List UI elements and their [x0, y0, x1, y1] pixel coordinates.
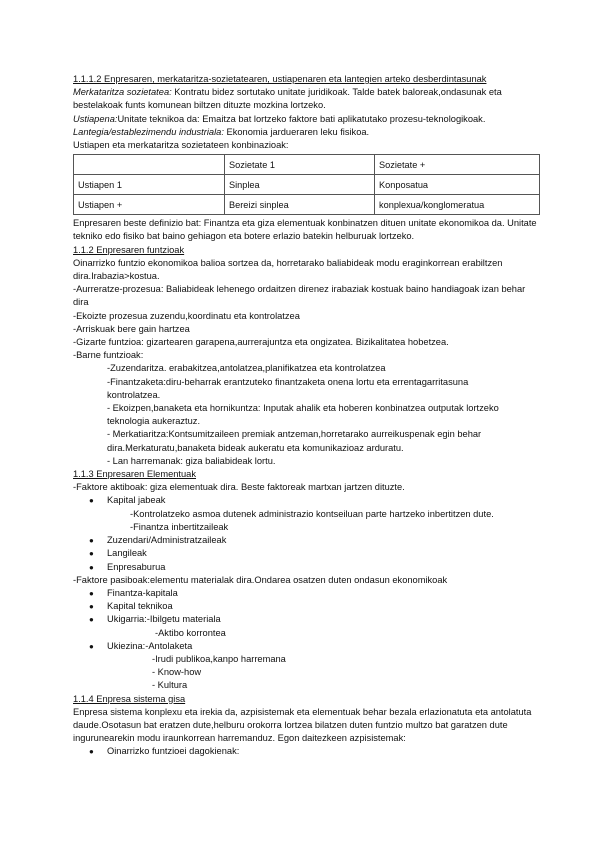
table-header-cell: Sozietate +: [375, 155, 540, 175]
sub-list-item: - Lan harremanak: giza baliabideak lortu.: [107, 455, 276, 466]
bullet-icon: ●: [89, 747, 94, 757]
list-item: -Aurreratze-prozesua: Baliabideak lehenego ordaitzen direnez irabaziak kostuak baino handiagoak izan behar dira: [73, 284, 526, 308]
bullet-item: [73, 561, 553, 574]
sub-item: - Know-how: [152, 667, 202, 678]
bullet-text: Ukigarria:-Ibilgetu materiala: [107, 614, 221, 625]
sub-list-item: -Zuzendaritza. erabakitzea,antolatzea,planifikatzea eta kontrolatzea: [107, 363, 386, 374]
list-item: -Barne funtzioak:: [73, 350, 144, 361]
definition-term: Merkataritza sozietatea:: [73, 87, 172, 98]
table-cell: Bereizi sinplea: [225, 195, 375, 215]
bullet-item: [73, 613, 553, 626]
definition-merkataritza-sozietatea: [73, 86, 543, 112]
bullet-item: [73, 745, 553, 758]
bullet-text: Oinarrizko funtzioei dagokienak:: [107, 746, 240, 757]
bullet-text: Ukiezina:-Antolaketa: [107, 640, 193, 651]
sub-list-item: -Finantzaketa:diru-beharrak erantzuteko finantzaketa onena lortu eta errentagarritasuna kontrolatzea.: [107, 376, 469, 400]
paragraph-funtzioak-intro: Oinarrizko funtzio ekonomikoa balioa sortzea da, horretarako baliabideak modu eraginkorrean erabiltzen dira.Irabazia>kostua.: [73, 257, 503, 282]
section-heading-1-1-4: 1.1.4 Enpresa sistema gisa: [73, 693, 186, 704]
sub-item: -Kontrolatzeko asmoa dutenek administrazio kontseiluan parte hartzeko inbertitzen dute.: [130, 508, 494, 519]
bullet-item: [73, 640, 553, 653]
bullet-item: [73, 600, 553, 613]
list-item: -Ekoizte prozesua zuzendu,koordinatu eta kontrolatzea: [73, 310, 300, 321]
table-row: [74, 175, 540, 195]
definition-text: Kontratu bidez sortutako unitate juridikoak. Talde batek baloreak,ondasunak eta bestelakoak funts komunean biltzen dituzte mozkina lortzeko.: [73, 87, 502, 111]
bullet-icon: ●: [89, 588, 94, 598]
list-item: -Arriskuak bere gain hartzea: [73, 323, 190, 334]
document-page: [73, 73, 553, 759]
table-header-row: [74, 155, 540, 175]
section-heading-1-1-3: 1.1.3 Enpresaren Elementuak: [73, 469, 197, 480]
bullet-item: [73, 547, 553, 560]
bullet-item: [73, 534, 553, 547]
table-header-cell: [74, 155, 225, 175]
definition-lantegia: [73, 126, 553, 139]
sub-list-item: - Merkatiaritza:Kontsumitzaileen premiak antzeman,horretarako aurreikuspenak egin behar dira.Merkaturatu,banaketa bideak aukeratu eta komunikazioaz arduratu.: [107, 429, 482, 453]
sub-item: -Finantza inbertitzaileak: [130, 521, 229, 532]
sub-item: -Aktibo korrontea: [155, 627, 226, 638]
bullet-icon: ●: [89, 641, 94, 651]
definition-text: Unitate teknikoa da: Emaitza bat lortzeko faktore bati aplikatutako prozesu-teknologikoak.: [117, 113, 486, 124]
combinations-table: [73, 154, 540, 215]
table-row: [74, 195, 540, 215]
bullet-text: Zuzendari/Administratzaileak: [107, 535, 227, 546]
bullet-icon: ●: [89, 536, 94, 546]
table-header-cell: Sozietate 1: [225, 155, 375, 175]
sub-list-item: - Ekoizpen,banaketa eta hornikuntza: Inputak ahalik eta hoberen konbinatzea outputak lortzeko teknologia aukeraztuz.: [107, 403, 499, 427]
paragraph-sistema: Enpresa sistema konplexu eta irekia da, azpisistemak eta elementuak behar bezala erlazionatuta eta antolatuta daude.Osotasun bat eratzen dute,helburu orokorra lortzea bilatzen duten funtzio multzo bat garatzen dute ingurunearekin modu iraunkorrean harremanduz. Egon daitezkeen azpisistemak:: [73, 706, 532, 744]
section-heading-1-1-1-2: 1.1.1.2 Enpresaren, merkataritza-sozietatearen, ustiapenaren eta lantegien arteko desberdintasunak: [73, 74, 487, 84]
definition-ustiapena: [73, 113, 553, 126]
bullet-item: [73, 494, 553, 507]
table-cell: Ustiapen +: [74, 195, 225, 215]
definition-term: Lantegia/establezimendu industriala:: [73, 126, 224, 137]
bullet-text: Kapital teknikoa: [107, 601, 173, 612]
bullet-icon: ●: [89, 496, 94, 506]
table-cell: Konposatua: [375, 175, 540, 195]
table-caption: Ustiapen eta merkataritza sozietateen konbinazioak:: [73, 140, 289, 151]
paragraph-aktiboak: -Faktore aktiboak: giza elementuak dira. Beste faktoreak martxan jartzen dituzte.: [73, 482, 405, 493]
bullet-item: [73, 587, 553, 600]
paragraph-pasiboak: -Faktore pasiboak:elementu materialak dira.Ondarea osatzen duten ondasun ekonomikoak: [73, 574, 448, 585]
bullet-icon: ●: [89, 615, 94, 625]
paragraph-definition: Enpresaren beste definizio bat: Finantza eta giza elementuak konbinatzen dituen unitate ekonomikoa da. Unitate tekniko edo fisiko bat baino gehiagon eta botere erlazio batekin helburuak lortzeko.: [73, 218, 537, 242]
table-cell: Sinplea: [225, 175, 375, 195]
bullet-text: Enpresaburua: [107, 561, 166, 572]
table-cell: konplexua/konglomeratua: [375, 195, 540, 215]
bullet-text: Kapital jabeak: [107, 495, 166, 506]
bullet-text: Langileak: [107, 548, 147, 559]
definition-text: Ekonomia jardueraren leku fisikoa.: [223, 126, 370, 137]
table-cell: Ustiapen 1: [74, 175, 225, 195]
definition-term: Ustiapena:: [73, 113, 118, 124]
bullet-icon: ●: [89, 602, 94, 612]
section-heading-1-1-2: 1.1.2 Enpresaren funtzioak: [73, 244, 185, 255]
sub-item: - Kultura: [152, 680, 188, 691]
bullet-icon: ●: [89, 549, 94, 559]
sub-item: -Irudi publikoa,kanpo harremana: [152, 653, 286, 664]
bullet-icon: ●: [89, 562, 94, 572]
bullet-text: Finantza-kapitala: [107, 587, 178, 598]
list-item: -Gizarte funtzioa: gizartearen garapena,aurrerajuntza eta ongizatea. Bizikalitatea hobetzea.: [73, 337, 449, 348]
